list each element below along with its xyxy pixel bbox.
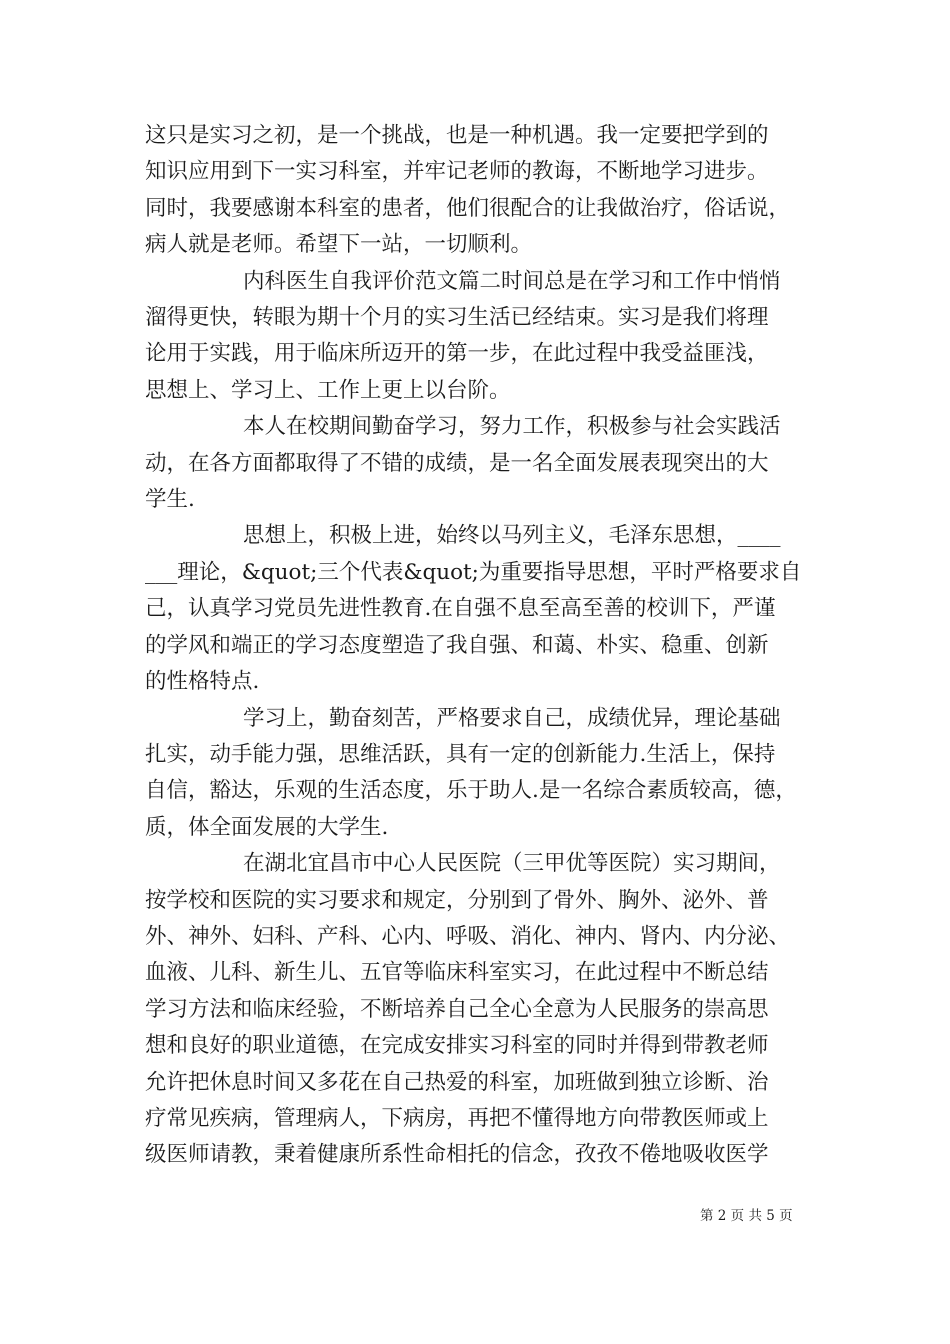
paragraph-3 <box>145 409 815 518</box>
document-body <box>145 118 815 1174</box>
paragraph-3-text: 本人在校期间勤奋学习，努力工作，积极参与社会实践活 动，在各方面都取得了不错的成绩，是一名全面发展表现突出的大 学生. <box>145 414 781 513</box>
paragraph-4-text: 思想上，积极上进，始终以马列主义，毛泽东思想，____ ___理论，&quot;三个代表&quot;为重要指导思想，平时严格要求自 己，认真学习党员先进性教育.在自强不息至高至善的校训下，严谨 的学风和端正的学习态度塑造了我自强、和蔼、朴实、稳重、创新 的性格特点. <box>145 523 802 695</box>
paragraph-5-text: 学习上，勤奋刻苦，严格要求自己，成绩优异，理论基础 扎实，动手能力强，思维活跃，具有一定的创新能力.生活上，保持 自信，豁达，乐观的生活态度，乐于助人.是一名综合素质较高，德， 质，体全面发展的大学生. <box>145 705 797 840</box>
paragraph-5 <box>145 701 815 847</box>
page-number-footer: 第 2 页 共 5 页 <box>700 1208 793 1224</box>
paragraph-1 <box>145 118 815 264</box>
paragraph-2-text: 内科医生自我评价范文篇二时间总是在学习和工作中悄悄 溜得更快，转眼为期十个月的实习生活已经结束。实习是我们将理 论用于实践，用于临床所迈开的第一步，在此过程中我受益匪浅， 思想上、学习上、工作上更上以台阶。 <box>145 268 781 403</box>
paragraph-1-text: 这只是实习之初，是一个挑战，也是一种机遇。我一定要把学到的 知识应用到下一实习科室，并牢记老师的教诲，不断地学习进步。 同时，我要感谢本科室的患者，他们很配合的让我做治疗，俗话说， 病人就是老师。希望下一站，一切顺利。 <box>145 123 791 258</box>
paragraph-6-text: 在湖北宜昌市中心人民医院（三甲优等医院）实习期间， 按学校和医院的实习要求和规定，分别到了骨外、胸外、泌外、普 外、神外、妇科、产科、心内、呼吸、消化、神内、肾内、内分泌、 血液、儿科、新生儿、五官等临床科室实习，在此过程中不断总结 学习方法和临床经验，不断培养自己全心全意为人民服务的崇高思 想和良好的职业道德，在完成安排实习科室的同时并得到带教老师 允许把休息时间又多花在自己热爱的科室，加班做到独立诊断、治 疗常见疾病，管理病人，下病房，再把不懂得地方向带教医师或上 级医师请教，秉着健康所系性命相托的信念，孜孜不倦地吸收医学 <box>145 851 791 1168</box>
paragraph-6 <box>145 846 815 1174</box>
paragraph-4 <box>145 518 815 700</box>
paragraph-2 <box>145 264 815 410</box>
